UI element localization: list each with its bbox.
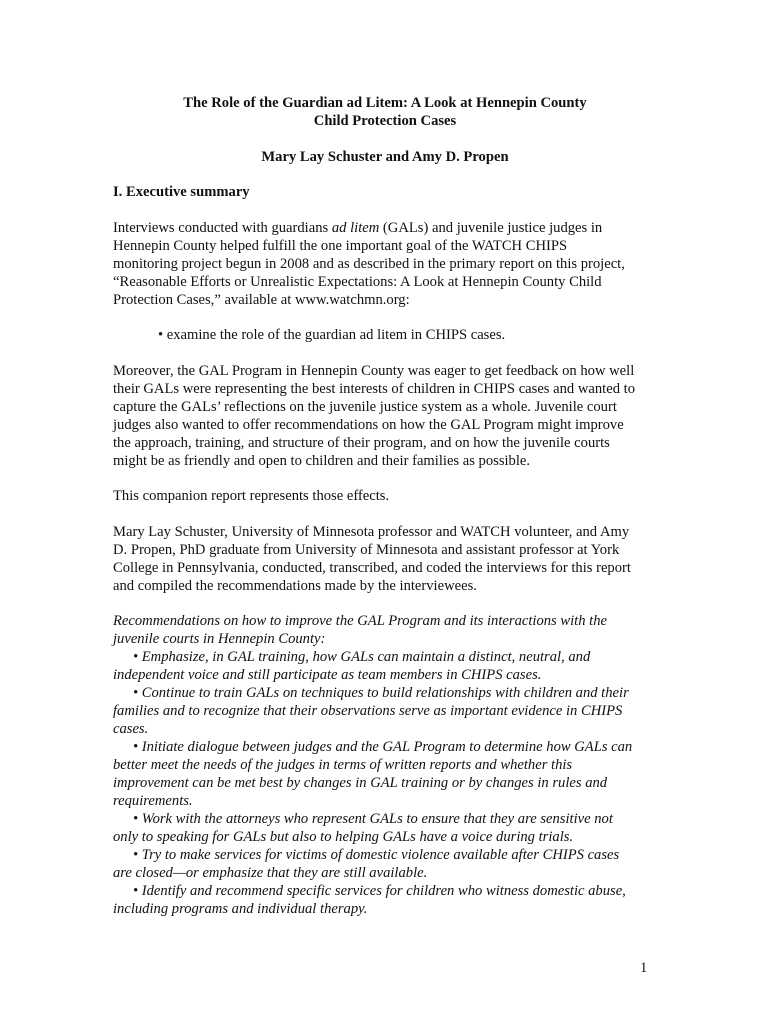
text-run: (GALs) and juvenile justice judges in — [379, 220, 603, 236]
paragraph-line — [113, 219, 658, 237]
paragraph-line: might be as friendly and open to children and their families as possible. — [113, 453, 531, 469]
paragraph-authors-info — [113, 523, 658, 595]
paragraph-line: judges also wanted to offer recommendations on how the GAL Program might improve — [113, 417, 624, 433]
paragraph-line: their GALs were representing the best interests of children in CHIPS cases and wanted to — [113, 381, 635, 397]
paragraph-line: and compiled the recommendations made by the interviewees. — [113, 578, 477, 594]
paragraph-line: Moreover, the GAL Program in Hennepin County was eager to get feedback on how well — [113, 363, 635, 379]
document-authors: Mary Lay Schuster and Amy D. Propen — [261, 149, 509, 165]
paragraph-line: Protection Cases,” available at www.watchmn.org: — [113, 292, 410, 308]
recommendation-line: requirements. — [113, 793, 193, 809]
recommendation-line: • Identify and recommend specific services for children who witness domestic abuse, — [133, 883, 626, 899]
paragraph-line: the approach, training, and structure of their program, and on how the juvenile courts — [113, 435, 610, 451]
document-title-line-2: Child Protection Cases — [313, 113, 457, 129]
document-title-line-1: The Role of the Guardian ad Litem: A Look at Hennepin County — [183, 95, 587, 111]
paragraph-line: Hennepin County helped fulfill the one important goal of the WATCH CHIPS — [113, 238, 568, 254]
paragraph-line: This companion report represents those effects. — [113, 488, 390, 504]
recommendation-line: better meet the needs of the judges in terms of written reports and whether this — [113, 757, 573, 773]
paragraph-gal-program — [113, 362, 658, 470]
recommendation-line: families and to recognize that their observations serve as important evidence in CHIPS — [113, 703, 623, 719]
section-heading: I. Executive summary — [113, 184, 250, 200]
recommendation-line: • Continue to train GALs on techniques to build relationships with children and their — [133, 685, 629, 701]
paragraph-line: monitoring project begun in 2008 and as described in the primary report on this project, — [113, 256, 625, 272]
paragraph-interviews — [113, 219, 658, 309]
page-number: 1 — [640, 960, 648, 976]
recommendation-line: Recommendations on how to improve the GAL Program and its interactions with the — [113, 613, 607, 629]
recommendation-line: independent voice and still participate as team members in CHIPS cases. — [113, 667, 542, 683]
recommendation-line: are closed—or emphasize that they are still available. — [113, 865, 428, 881]
paragraph-line: Mary Lay Schuster, University of Minnesota professor and WATCH volunteer, and Amy — [113, 524, 630, 540]
recommendations-list — [113, 612, 658, 918]
text-run: Interviews conducted with guardians — [113, 220, 332, 236]
recommendation-line: • Try to make services for victims of domestic violence available after CHIPS cases — [133, 847, 620, 863]
recommendation-line: juvenile courts in Hennepin County: — [113, 631, 326, 647]
recommendation-line: • Initiate dialogue between judges and the GAL Program to determine how GALs can — [133, 739, 633, 755]
paragraph-line: D. Propen, PhD graduate from University of Minnesota and assistant professor at York — [113, 542, 620, 558]
recommendation-line: improvement can be met best by changes in GAL training or by changes in rules and — [113, 775, 608, 791]
paragraph-companion-report — [113, 487, 658, 505]
recommendation-line: including programs and individual therapy. — [113, 901, 368, 917]
paragraph-line: capture the GALs’ reflections on the juvenile justice system as a whole. Juvenile court — [113, 399, 617, 415]
recommendation-line: only to speaking for GALs but also to helping GALs have a voice during trials. — [113, 829, 574, 845]
recommendation-line: • Work with the attorneys who represent GALs to ensure that they are sensitive not — [133, 811, 613, 827]
goal-bullet: • examine the role of the guardian ad litem in CHIPS cases. — [158, 327, 506, 343]
italic-term: ad litem — [331, 220, 380, 236]
recommendation-line: cases. — [113, 721, 149, 737]
paragraph-line: College in Pennsylvania, conducted, transcribed, and coded the interviews for this report — [113, 560, 631, 576]
paragraph-line: “Reasonable Efforts or Unrealistic Expectations: A Look at Hennepin County Child — [113, 274, 602, 290]
recommendation-line: • Emphasize, in GAL training, how GALs can maintain a distinct, neutral, and — [133, 649, 591, 665]
